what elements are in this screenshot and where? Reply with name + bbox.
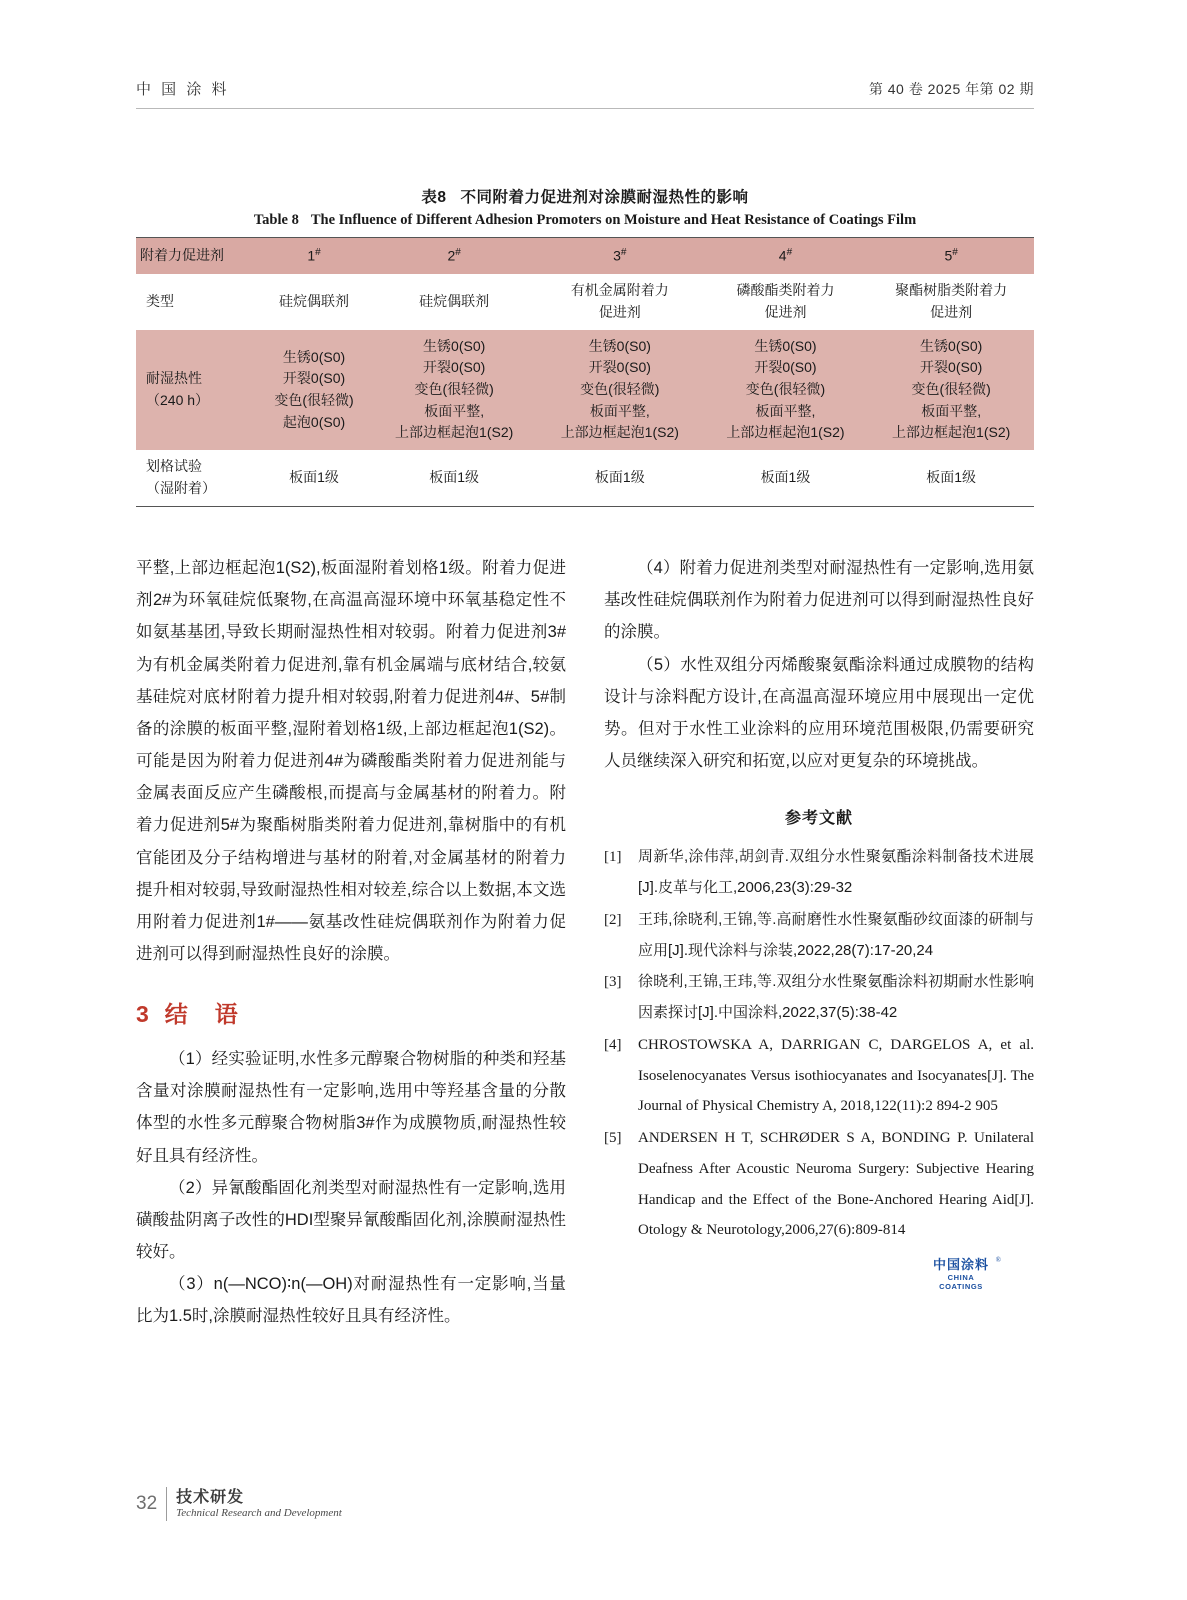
reference-text: 徐晓利,王锦,王玮,等.双组分水性聚氨酯涂料初期耐水性影响因素探讨[J].中国涂料,2022,37(5):38-42 [638,973,1034,1022]
reference-item [604,1030,1034,1122]
footer-label-cn: 技术研发 [176,1488,245,1506]
table-row [136,274,1034,329]
table-cell: 生锈0(S0) 开裂0(S0) 变色(很轻微) 起泡0(S0) [257,330,372,450]
references-list [604,842,1034,1246]
table-cell: 板面1级 [926,469,977,485]
conclusion-2: （2）异氰酸酯固化剂类型对耐湿热性有一定影响,选用磺酸盐阴离子改性的HDI型聚异氰酸酯固化剂,涂膜耐湿热性较好。 [136,1178,566,1262]
table-cell: 板面1级 [594,469,645,485]
footer-label-en: Technical Research and Development [176,1507,342,1520]
table-row-label: 耐湿热性 （240 h） [136,330,257,450]
table-cell: 生锈0(S0) 开裂0(S0) 变色(很轻微) 板面平整, 上部边框起泡1(S2) [537,330,703,450]
table-bottom-rule [136,506,1034,507]
reference-number: [3] [604,974,622,991]
body-column-right [604,552,1034,1247]
reference-item [604,842,1034,904]
reference-item [604,967,1034,1029]
section-heading-3 [136,992,566,1037]
journal-name: 中 国 涂 料 [136,81,230,98]
table-header-cell: 5# [868,238,1034,274]
references-heading: 参考文献 [784,810,853,828]
logo-text-en: CHINA COATINGS [939,1273,983,1292]
reference-number: [5] [604,1130,622,1147]
reference-number: [4] [604,1036,622,1053]
table-header-cell: 2# [371,238,537,274]
table-title-cn [136,185,1034,207]
table-cell: 生锈0(S0) 开裂0(S0) 变色(很轻微) 板面平整, 上部边框起泡1(S2) [868,330,1034,450]
table-header-cell: 附着力促进剂 [136,238,257,274]
logo-text-cn: 中国涂料 [932,1257,989,1272]
reference-number: [2] [604,911,622,928]
reference-item [604,905,1034,967]
reference-text: 周新华,涂伟萍,胡剑青.双组分水性聚氨酯涂料制备技术进展[J].皮革与化工,2006,23(3):29-32 [638,848,1034,897]
paragraph-continued: 平整,上部边框起泡1(S2),板面湿附着划格1级。附着力促进剂2#为环氧硅烷低聚物,在高温高湿环境中环氧基稳定性不如氨基基团,导致长期耐湿热性相对较弱。附着力促进剂3#为有机金属类附着力促进剂,靠有机金属端与底材结合,较氨基硅烷对底材附着力提升相对较弱,附着力促进剂4#、5#制备的涂膜的板面平整,湿附着划格1级,上部边框起泡1(S2)。可能是因为附着力促进剂4#为磷酸酯类附着力促进剂能与金属表面反应产生磷酸根,而提高与金属基材的附着力。附着力促进剂5#为聚酯树脂类附着力促进剂,靠树脂中的有机官能团及分子结构增进与基材的附着,对金属基材的附着力提升相对较弱,导致耐湿热性相对较差,综合以上数据,本文选用附着力促进剂1#——氨基改性硅烷偶联剂作为附着力促进剂可以得到耐湿热性良好的涂膜。 [136,559,566,964]
table-cell: 板面1级 [429,469,480,485]
table-cell: 有机金属附着力 促进剂 [570,282,669,321]
conclusion-1: （1）经实验证明,水性多元醇聚合物树脂的种类和羟基含量对涂膜耐湿热性有一定影响,选用中等羟基含量的分散体型的水性多元醇聚合物树脂3#作为成膜物质,耐湿热性较好且具有经济性。 [136,1050,566,1165]
table-label-cn: 表8 [421,189,447,206]
reference-text: 王玮,徐晓利,王锦,等.高耐磨性水性聚氨酯砂纹面漆的研制与应用[J].现代涂料与涂装,2022,28(7):17-20,24 [638,910,1034,959]
table-header-row [136,238,1034,274]
conclusion-4: （4）附着力促进剂类型对耐湿热性有一定影响,选用氨基改性硅烷偶联剂作为附着力促进剂可以得到耐湿热性良好的涂膜。 [604,559,1034,642]
table-cell: 聚酯树脂类附着力 促进剂 [895,282,1008,321]
header-divider [136,108,1034,109]
china-coatings-logo [925,1256,1001,1292]
table-title-en [136,212,1034,229]
table-row-label: 类型 [146,293,174,310]
conclusion-3: （3）n(—NCO)∶n(—OH)对耐湿热性有一定影响,当量比为1.5时,涂膜耐湿热性较好且具有经济性。 [136,1275,566,1326]
table-label-en: Table 8 [253,212,299,228]
table-cell: 生锈0(S0) 开裂0(S0) 变色(很轻微) 板面平整, 上部边框起泡1(S2) [703,330,869,450]
reference-item [604,1123,1034,1246]
issue-info: 第 40 卷 2025 年第 02 期 [868,81,1034,97]
table-cell: 板面1级 [760,469,811,485]
footer-divider [166,1487,167,1521]
table-8-grid [136,238,1034,506]
section-title: 结 语 [164,1001,240,1028]
reference-number: [1] [604,849,622,866]
table-caption-en: The Influence of Different Adhesion Promoters on Moisture and Heat Resistance of Coatings Film [310,212,917,228]
trademark-icon: ® [995,1256,1001,1264]
page-number: 32 [136,1493,158,1514]
table-header-cell: 1# [257,238,372,274]
table-cell: 磷酸酯类附着力 促进剂 [736,282,835,321]
reference-text: ANDERSEN H T, SCHRØDER S A, BONDING P. Unilateral Deafness After Acoustic Neuroma Surgery: Subjective Hearing Handicap and the Effect of the Bone-Anchored Hearing Aid[J]. Otology & Neurotology,2006,27(6):809-814 [638,1130,1034,1239]
table-cell: 生锈0(S0) 开裂0(S0) 变色(很轻微) 板面平整, 上部边框起泡1(S2) [371,330,537,450]
table-row-label: 划格试验 （湿附着） [146,458,216,496]
page-footer [136,1487,342,1521]
conclusion-5: （5）水性双组分丙烯酸聚氨酯涂料通过成膜物的结构设计与涂料配方设计,在高温高湿环境应用中展现出一定优势。但对于水性工业涂料的应用环境范围极限,仍需要研究人员继续深入研究和拓宽,以应对更复杂的环境挑战。 [604,655,1034,771]
table-caption-cn: 不同附着力促进剂对涂膜耐湿热性的影响 [460,189,749,206]
body-column-left [136,552,566,1333]
table-row [136,330,1034,450]
table-row [136,450,1034,505]
table-header-cell: 4# [703,238,869,274]
page-header [136,78,1034,99]
reference-text: CHROSTOWSKA A, DARRIGAN C, DARGELOS A, et al. Isoselenocyanates Versus isothiocyanates and Isocyanates[J]. The Journal of Physical Chemistry A, 2018,122(11):2 894-2 905 [638,1036,1034,1115]
table-cell: 硅烷偶联剂 [419,293,490,310]
section-number: 3 [136,1001,151,1028]
table-cell: 板面1级 [289,469,339,485]
table-cell: 硅烷偶联剂 [279,293,350,310]
table-8 [136,185,1034,507]
table-header-cell: 3# [537,238,703,274]
